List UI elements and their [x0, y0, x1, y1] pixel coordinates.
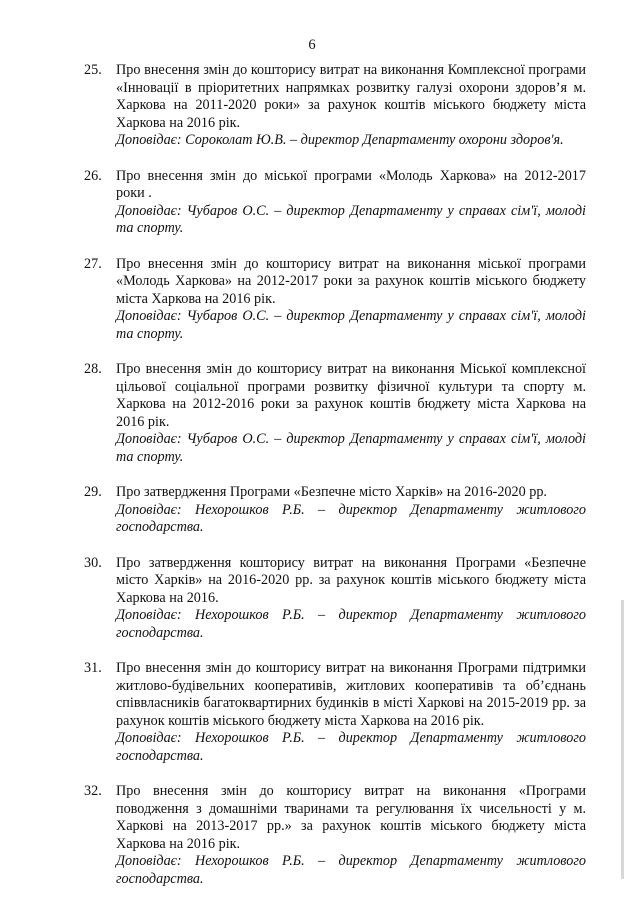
item-number: 32.: [84, 783, 102, 799]
agenda-item-31: [84, 660, 586, 765]
item-speaker: Доповідає: Нехорошков Р.Б. – директор Департаменту житлового господарства.: [116, 853, 586, 887]
item-speaker: Доповідає: Сороколат Ю.В. – директор Департаменту охорони здоров'я.: [116, 132, 564, 148]
agenda-item-27: [84, 256, 586, 344]
item-number: 29.: [84, 484, 102, 500]
item-text: Про затвердження кошторису витрат на виконання Програми «Безпечне місто Харків» на 2016-2020 рр. за рахунок коштів міського бюджету міста Харкова на 2016.: [116, 554, 586, 606]
agenda-item-29: [84, 484, 586, 537]
item-number: 30.: [84, 554, 102, 571]
item-speaker: Доповідає: Нехорошков Р.Б. – директор Департаменту житлового господарства.: [116, 501, 586, 535]
item-text: Про затвердження Програми «Безпечне місто Харків» на 2016-2020 рр.: [116, 484, 547, 500]
item-speaker: Доповідає: Нехорошков Р.Б. – директор Департаменту житлового господарства.: [116, 730, 586, 764]
item-text: Про внесення змін до кошторису витрат на виконання Міської комплексної цільової соціальної програми розвитку фізичної культури та спорту м. Харкова на 2012-2016 роки за рахунок коштів бюджету міста Харкова на 2016 рік.: [116, 361, 586, 430]
item-number: 31.: [84, 660, 102, 676]
agenda-item-25: [84, 62, 586, 150]
agenda-item-28: [84, 361, 586, 466]
agenda-item-32: [84, 783, 586, 888]
page-number: 6: [308, 37, 316, 53]
item-number: 28.: [84, 361, 102, 377]
item-text: Про внесення змін до кошторису витрат на виконання «Програми поводження з домашніми тваринами та регулювання їх чисельності у м. Харкові на 2013-2017 рр.» за рахунок коштів міського бюджету міста Харкова на 2016 рік.: [116, 783, 586, 852]
item-text: Про внесення змін до міської програми «Молодь Харкова» на 2012-2017 роки .: [116, 167, 586, 201]
item-text: Про внесення змін до кошторису витрат на виконання Комплексної програми «Інновації в пріоритетних напрямках розвитку галузі охорони здоров’я м. Харкова на 2011-2020 роки» за рахунок коштів міського бюджету міста Харкова на 2016 рік.: [116, 62, 586, 131]
item-number: 26.: [84, 167, 102, 184]
item-speaker: Доповідає: Нехорошков Р.Б. – директор Департаменту житлового господарства.: [116, 607, 586, 641]
agenda-list: [84, 62, 586, 906]
item-number: 25.: [84, 62, 102, 78]
item-number: 27.: [84, 255, 102, 272]
item-text: Про внесення змін до кошторису витрат на виконання Програми підтримки житлово-будівельних кооперативів, житлових кооперативів та об’єднань співвласників багатоквартирних будинків в місті Харкові на 2015-2019 рр. за рахунок коштів міського бюджету міста Харкова на 2016 рік.: [116, 660, 586, 729]
agenda-item-26: [84, 168, 586, 238]
item-text: Про внесення змін до кошторису витрат на виконання міської програми «Молодь Харкова» на 2012-2017 роки за рахунок коштів міського бюджету міста Харкова на 2016 рік.: [116, 255, 586, 307]
item-speaker: Доповідає: Чубаров О.С. – директор Департаменту у справах сім'ї, молоді та спорту.: [116, 308, 586, 342]
agenda-item-30: [84, 555, 586, 643]
item-speaker: Доповідає: Чубаров О.С. – директор Департаменту у справах сім'ї, молоді та спорту.: [116, 431, 586, 465]
item-speaker: Доповідає: Чубаров О.С. – директор Департаменту у справах сім'ї, молоді та спорту.: [116, 202, 586, 236]
